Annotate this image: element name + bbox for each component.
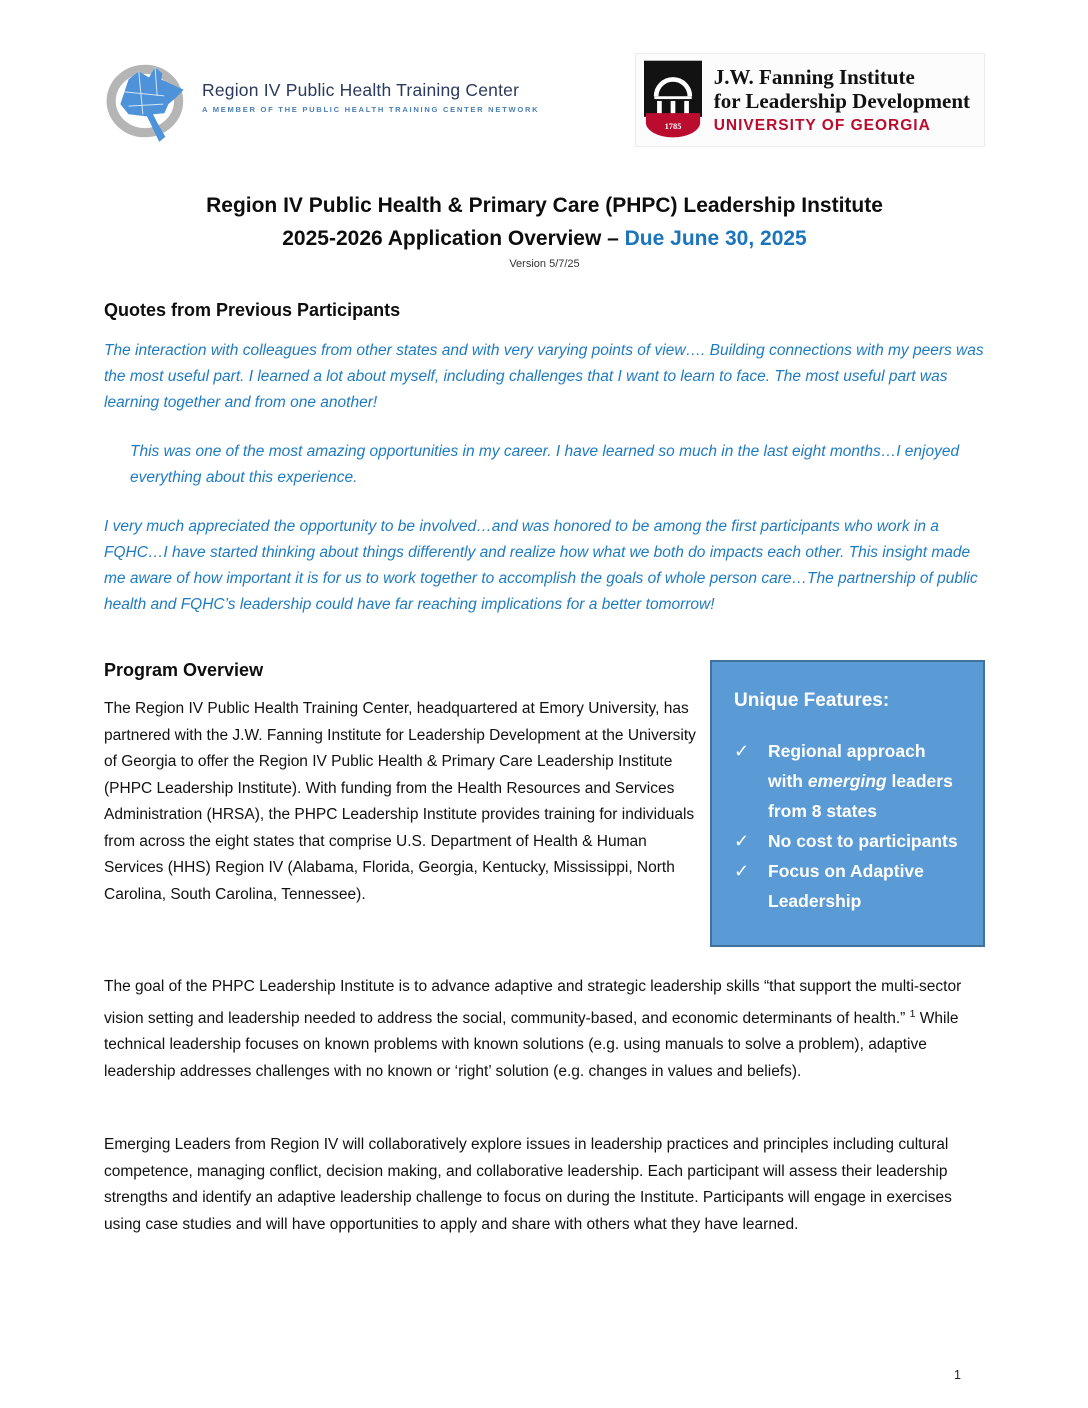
page-number: 1	[954, 1368, 961, 1382]
quotes-section-heading: Quotes from Previous Participants	[104, 300, 401, 320]
unique-features-heading: Unique Features:	[734, 690, 890, 711]
unique-features-list	[734, 736, 965, 916]
participant-quote-2: This was one of the most amazing opportunities in my career. I have learned so much in the last eight months…I enjoyed everything about this experience.	[130, 443, 960, 486]
document-title	[104, 189, 985, 270]
phtc-logo-name: Region IV Public Health Training Center	[202, 80, 520, 100]
uga-arch-year: 1785	[664, 122, 682, 131]
phtc-logo	[104, 55, 539, 145]
title-line-2-black: 2025-2026 Application Overview –	[282, 227, 625, 250]
feature-item-adaptive-leadership: ✓ Focus on Adaptive Leadership	[734, 856, 965, 916]
region-iv-map-icon	[104, 55, 196, 145]
program-overview-section	[104, 660, 985, 1238]
title-line-1: Region IV Public Health & Primary Care (PHPC) Leadership Institute	[206, 194, 883, 217]
feature-item-no-cost: ✓ No cost to participants	[734, 826, 965, 856]
feature-item-regional-approach: ✓ Regional approach with emerging leaders from 8 states	[734, 736, 965, 826]
checkmark-icon: ✓	[734, 861, 750, 881]
version-label: Version 5/7/25	[509, 258, 580, 270]
fanning-name-line1: J.W. Fanning Institute	[713, 65, 915, 89]
program-overview-heading: Program Overview	[104, 660, 264, 680]
due-date-text: Due June 30, 2025	[624, 227, 807, 250]
goal-paragraph: The goal of the PHPC Leadership Institute is to advance adaptive and strategic leadership skills “that support the multi-sector vision setting and leadership needed to address the social, community-based, and economic determinants of health.” $^1$ While technical leadership focuses on known problems with known solutions (e.g. using manuals to solve a problem), adaptive leadership addresses challenges with no known or ‘right’ solution (e.g. changes in values and beliefs).	[104, 978, 962, 1080]
university-of-georgia-label: UNIVERSITY OF GEORGIA	[713, 117, 931, 134]
checkmark-icon: ✓	[734, 741, 750, 761]
emerging-leaders-paragraph: Emerging Leaders from Region IV will collaboratively explore issues in leadership practices and principles including cultural competence, managing conflict, decision making, and collaborative leadership. Each participant will assess their leadership strengths and identify an adaptive leadership challenge to focus on during the Institute. Participants will engage in exercises using case studies and will have opportunities to apply and share with others what they have learned.	[104, 1136, 952, 1233]
title-line-2	[104, 222, 985, 255]
participant-quote-1: The interaction with colleagues from other states and with very varying points of view…. Building connections with my peers was the most useful part. I learned a lot about myself, including challenges that I want to learn to face. The most useful part was learning together and from one another!	[104, 342, 984, 411]
fanning-name-line2: for Leadership Development	[713, 89, 970, 113]
program-overview-text-column	[104, 660, 696, 924]
footnote-reference-1: 1	[909, 1007, 916, 1020]
fanning-logo	[635, 53, 985, 147]
header	[104, 55, 985, 155]
checkmark-icon: ✓	[734, 831, 750, 851]
phtc-logo-tagline: A MEMBER OF THE PUBLIC HEALTH TRAINING CENTER NETWORK	[202, 105, 540, 114]
participant-quote-3: I very much appreciated the opportunity to be involved…and was honored to be among the first participants who work in a FQHC…I have started thinking about things differently and realize how what we both do impacts each other. This insight made me aware of how important it is for us to work together to accomplish the goals of whole person care…The partnership of public health and FQHC’s leadership could have far reaching implications for a better tomorrow!	[104, 518, 978, 613]
unique-features-box	[710, 660, 985, 947]
program-overview-intro-paragraph: The Region IV Public Health Training Center, headquartered at Emory University, has partnered with the J.W. Fanning Institute for Leadership Development at the University of Georgia to offer the Region IV Public Health & Primary Care Leadership Institute (PHPC Leadership Institute). With funding from the Health Resources and Services Administration (HRSA), the PHPC Leadership Institute provides training for individuals from across the eight states that comprise U.S. Department of Health & Human Services (HHS) Region IV (Alabama, Florida, Georgia, Kentucky, Mississippi, North Carolina, South Carolina, Tennessee).	[104, 700, 696, 903]
uga-arch-icon	[644, 60, 702, 140]
fanning-logo-text	[714, 65, 970, 135]
phtc-logo-text	[202, 80, 539, 114]
